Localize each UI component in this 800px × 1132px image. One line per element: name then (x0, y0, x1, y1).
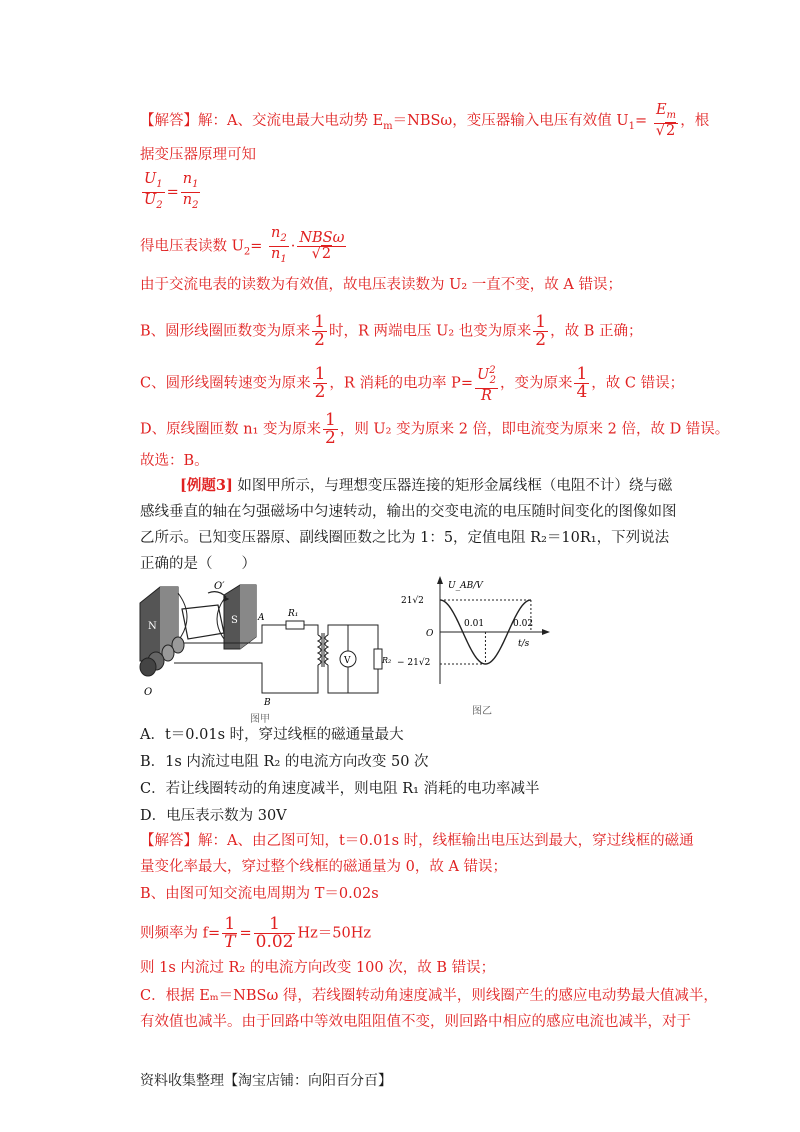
r1-label: R₁ (288, 609, 299, 619)
answer2-line5: 则 1s 内流过 R₂ 的电流方向改变 100 次，故 B 错误； (140, 960, 496, 976)
answer1-line1: 【解答】解：A、交流电最大电动势 $E_m=NBS\omega$，变压器输入电压有效值 $U_1=$ $\frac{E_m}{√2}$ ，根 (140, 102, 710, 139)
answer1-line8: D、原线圈匝数 n₁ 变为原来 $\frac{1}{2}$ ，则 U₂ 变为原来 2 倍，即电流变为原来 2 倍，故 D 错误。 (140, 410, 730, 448)
y-axis-label: U_AB/V (448, 581, 483, 591)
axis-label-o-prime: O′ (214, 581, 225, 592)
answer2-line2: 量变化率最大，穿过整个线框的磁通量为 0，故 A 错误； (140, 859, 508, 875)
figure-b-voltage-graph (396, 572, 556, 722)
option-d: D．电压表示数为 30V (140, 808, 287, 824)
transformer-ratio-formula: $\frac{U_1}{U_2}$ = $\frac{n_1}{n_2}$ (144, 171, 199, 211)
answer2-line3: B、由图可知交流电周期为 T＝0.02s (140, 886, 379, 902)
resistor-r1 (286, 621, 304, 629)
figure-a-caption: 图甲 (250, 714, 270, 725)
coil-frame (182, 592, 228, 639)
resistor-r2 (374, 649, 382, 669)
answer-label: 【解答】 (140, 112, 198, 129)
answer2-line4: 则频率为 f= $\frac{1}{T}$ = $\frac{1}{0.02}$ Hz＝50Hz (140, 914, 372, 952)
node-b-label: B (264, 698, 271, 708)
t2-label: 0.02 (513, 619, 534, 629)
example3-question: [例题3] 如图甲所示，与理想变压器连接的矩形金属线框（电阻不计）绕与磁感线垂直的轴在匀强磁场中匀速转动，输出的交变电流的电压随时间变化的图像如图乙所示。已知变压器原、副线圈匝数之比为 1：5，定值电阻 R₂＝10R₁，下列说法正确的是（ ） (140, 477, 677, 572)
answer1-line5: 由于交流电表的读数为有效值，故电压表读数为 U₂ 一直不变，故 A 错误； (140, 277, 622, 293)
fraction-em-over-root2: $\frac{E_m}{√2}$ (654, 103, 678, 139)
answer1-line6: B、圆形线圈匝数变为原来 $\frac{1}{2}$ 时，R 两端电压 U₂ 也变为原来 $\frac{1}{2}$ ，故 B 正确； (140, 312, 643, 350)
figure-b-caption: 图乙 (472, 706, 492, 717)
figure-a-apparatus (138, 575, 392, 725)
x-axis-arrow (542, 629, 550, 635)
r2-label: R₂ (382, 656, 392, 665)
footer-source: 资料收集整理【淘宝店铺：向阳百分百】 (140, 1073, 392, 1089)
example-label: [例题3] (180, 477, 233, 494)
y-max-label: 21√2 (401, 596, 424, 606)
answer1-choice: 故选：B。 (140, 453, 209, 469)
axis-label-o: O (144, 687, 153, 698)
y-min-label: − 21√2 (397, 658, 431, 668)
option-a: A．t＝0.01s 时，穿过线框的磁通量最大 (140, 727, 404, 743)
answer1-line7: C、圆形线圈转速变为原来 $\frac{1}{2}$ ，R 消耗的电功率 P= $\frac{U^2_2}{R}$ ，变为原来 $\frac{1}{4}$ ，故 C 错误； (140, 363, 685, 404)
y-axis-arrow (437, 576, 443, 584)
answer2-line1: 【解答】解：A、由乙图可知，t＝0.01s 时，线框输出电压达到最大，穿过线框的磁通 (140, 833, 694, 849)
node-a-label: A (258, 613, 265, 623)
origin-label: O (426, 629, 434, 639)
answer1-line4: 得电压表读数 $U_2=$ $\frac{n_2}{n_1}$ · $\frac{\text{NBSω}}{√2}$ (140, 225, 345, 265)
svg-text:S: S (231, 615, 238, 626)
t1-label: 0.01 (464, 619, 485, 629)
transformer (318, 633, 328, 667)
option-b: B．1s 内流过电阻 R₂ 的电流方向改变 50 次 (140, 754, 429, 770)
svg-text:V: V (344, 656, 351, 666)
answer2-line6: C．根据 Eₘ＝NBSω 得，若线圈转动角速度减半，则线圈产生的感应电动势最大值减半， (140, 988, 718, 1004)
answer1-line2: 据变压器原理可知 (140, 147, 256, 163)
answer2-line7: 有效值也减半。由于回路中等效电阻阻值不变，则回路中相应的感应电流也减半，对于 (140, 1014, 691, 1030)
x-axis-label: t/s (518, 639, 530, 649)
svg-text:N: N (148, 621, 157, 632)
option-c: C．若让线圈转动的角速度减半，则电阻 R₁ 消耗的电功率减半 (140, 781, 540, 797)
